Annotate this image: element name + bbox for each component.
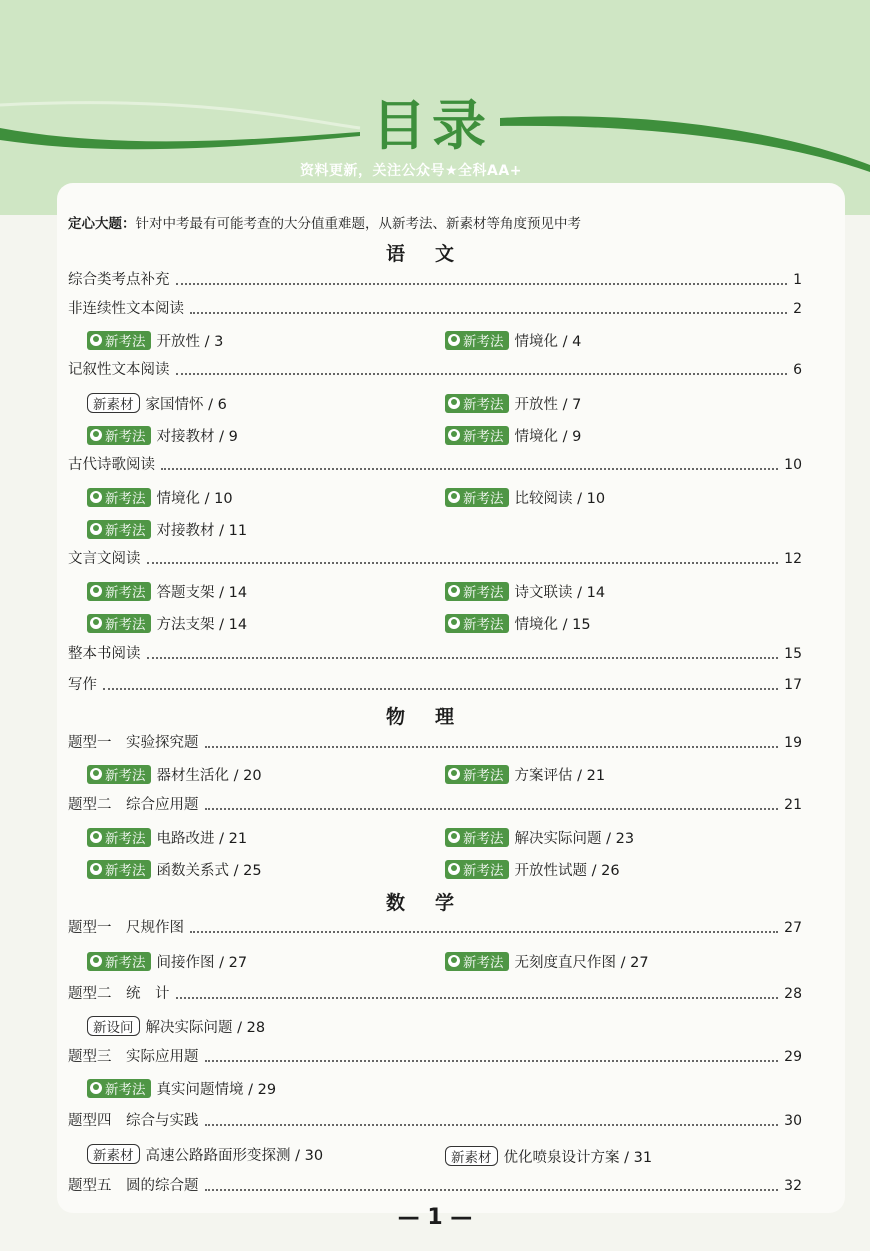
section-wuli: 物理	[385, 706, 484, 728]
toc-sub-item[interactable]: 新考法 方法支架 / 14	[87, 612, 247, 634]
bulb-icon	[90, 334, 102, 346]
bulb-icon	[448, 863, 460, 875]
bulb-icon	[90, 768, 102, 780]
toc-sub-item[interactable]: 新考法 间接作图 / 27	[87, 950, 247, 972]
tag-new-method: 新考法	[87, 331, 151, 350]
tag-new-method: 新考法	[445, 394, 509, 413]
toc-sub-item[interactable]: 新设问 解决实际问题 / 28	[87, 1015, 265, 1037]
tag-new-material: 新素材	[87, 1144, 140, 1164]
toc-entry[interactable]: 文言文阅读 12	[68, 551, 802, 567]
tag-new-method: 新考法	[87, 765, 151, 784]
tag-new-method: 新考法	[87, 614, 151, 633]
toc-entry[interactable]: 古代诗歌阅读 10	[68, 457, 802, 473]
intro-line	[68, 215, 581, 233]
toc-entry[interactable]: 记叙性文本阅读 6	[68, 362, 802, 378]
page-subtitle: 资料更新，关注公众号★全科AA+	[300, 163, 522, 179]
bulb-icon	[448, 429, 460, 441]
bulb-icon	[90, 831, 102, 843]
tag-new-question: 新设问	[87, 1016, 140, 1036]
tag-new-method: 新考法	[445, 426, 509, 445]
tag-new-material: 新素材	[445, 1146, 498, 1166]
toc-entry[interactable]: 题型五 圆的综合题 32	[68, 1178, 802, 1194]
toc-sub-item[interactable]: 新考法 函数关系式 / 25	[87, 858, 262, 880]
toc-entry[interactable]: 题型二 综合应用题 21	[68, 797, 802, 813]
toc-sub-item[interactable]: 新考法 无刻度直尺作图 / 27	[445, 950, 649, 972]
bulb-icon	[448, 491, 460, 503]
toc-sub-item[interactable]: 新考法 对接教材 / 11	[87, 518, 247, 540]
intro-text: 针对中考最有可能考查的大分值重难题，从新考法、新素材等角度预见中考	[135, 216, 581, 232]
toc-sub-item[interactable]: 新考法 情境化 / 4	[445, 329, 581, 351]
bulb-icon	[90, 617, 102, 629]
toc-sub-item[interactable]: 新考法 答题支架 / 14	[87, 580, 247, 602]
toc-entry[interactable]: 非连续性文本阅读 2	[68, 301, 802, 317]
bulb-icon	[90, 491, 102, 503]
tag-new-method: 新考法	[445, 828, 509, 847]
bulb-icon	[448, 617, 460, 629]
toc-sub-item[interactable]: 新考法 真实问题情境 / 29	[87, 1077, 276, 1099]
toc-sub-item[interactable]: 新考法 方案评估 / 21	[445, 763, 605, 785]
toc-sub-item[interactable]: 新考法 情境化 / 10	[87, 486, 233, 508]
section-yuwen: 语文	[385, 243, 484, 265]
section-shuxue: 数学	[385, 892, 484, 914]
page-number: — 1 —	[397, 1205, 473, 1230]
toc-sub-item[interactable]: 新考法 诗文联读 / 14	[445, 580, 605, 602]
tag-new-material: 新素材	[87, 393, 140, 413]
toc-sub-item[interactable]: 新考法 对接教材 / 9	[87, 424, 238, 446]
tag-new-method: 新考法	[87, 582, 151, 601]
toc-sub-item[interactable]: 新考法 解决实际问题 / 23	[445, 826, 634, 848]
toc-sub-item[interactable]: 新考法 电路改进 / 21	[87, 826, 247, 848]
tag-new-method: 新考法	[445, 488, 509, 507]
toc-sub-item[interactable]: 新素材 高速公路路面形变探测 / 30	[87, 1143, 323, 1165]
toc-sub-item[interactable]: 新考法 情境化 / 9	[445, 424, 581, 446]
tag-new-method: 新考法	[445, 765, 509, 784]
tag-new-method: 新考法	[445, 614, 509, 633]
bulb-icon	[90, 585, 102, 597]
bulb-icon	[448, 831, 460, 843]
tag-new-method: 新考法	[87, 488, 151, 507]
toc-sub-item[interactable]: 新考法 开放性 / 7	[445, 392, 581, 414]
tag-new-method: 新考法	[445, 860, 509, 879]
toc-sub-item[interactable]: 新考法 情境化 / 15	[445, 612, 591, 634]
toc-entry[interactable]: 题型三 实际应用题 29	[68, 1049, 802, 1065]
toc-sub-item[interactable]: 新考法 开放性 / 3	[87, 329, 223, 351]
toc-entry[interactable]: 题型四 综合与实践 30	[68, 1113, 802, 1129]
tag-new-method: 新考法	[87, 520, 151, 539]
tag-new-method: 新考法	[445, 952, 509, 971]
bulb-icon	[448, 955, 460, 967]
toc-sub-item[interactable]: 新考法 开放性试题 / 26	[445, 858, 620, 880]
bulb-icon	[448, 768, 460, 780]
page-title: 目录	[372, 94, 492, 157]
intro-label: 定心大题：	[68, 216, 136, 232]
tag-new-method: 新考法	[87, 426, 151, 445]
tag-new-method: 新考法	[87, 860, 151, 879]
bulb-icon	[448, 585, 460, 597]
toc-entry[interactable]: 题型一 实验探究题 19	[68, 735, 802, 751]
toc-sub-item[interactable]: 新素材 家国情怀 / 6	[87, 392, 227, 414]
tag-new-method: 新考法	[445, 331, 509, 350]
toc-sub-item[interactable]: 新素材 优化喷泉设计方案 / 31	[445, 1145, 652, 1167]
toc-entry[interactable]: 写作 17	[68, 677, 802, 693]
tag-new-method: 新考法	[87, 952, 151, 971]
bulb-icon	[90, 429, 102, 441]
bulb-icon	[90, 863, 102, 875]
bulb-icon	[90, 955, 102, 967]
toc-sub-item[interactable]: 新考法 器材生活化 / 20	[87, 763, 262, 785]
tag-new-method: 新考法	[87, 1079, 151, 1098]
toc-entry[interactable]: 题型二 统 计 28	[68, 986, 802, 1002]
tag-new-method: 新考法	[87, 828, 151, 847]
bulb-icon	[448, 334, 460, 346]
bulb-icon	[90, 1082, 102, 1094]
toc-sub-item[interactable]: 新考法 比较阅读 / 10	[445, 486, 605, 508]
bulb-icon	[90, 523, 102, 535]
toc-entry[interactable]: 整本书阅读 15	[68, 646, 802, 662]
toc-entry[interactable]: 题型一 尺规作图 27	[68, 920, 802, 936]
bulb-icon	[448, 397, 460, 409]
toc-entry[interactable]: 综合类考点补充 1	[68, 272, 802, 288]
tag-new-method: 新考法	[445, 582, 509, 601]
